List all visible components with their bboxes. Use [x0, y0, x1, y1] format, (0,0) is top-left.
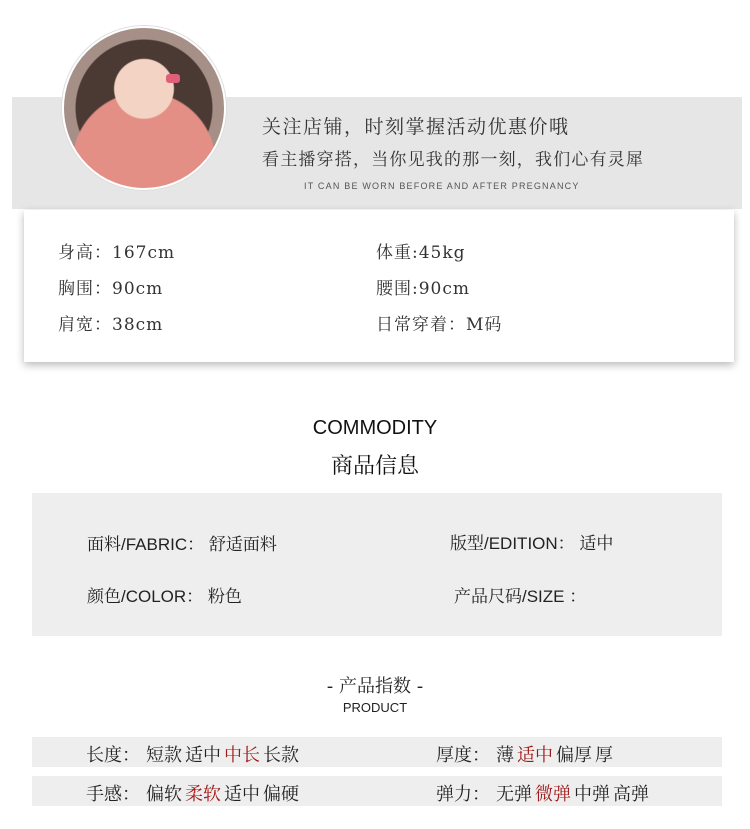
model-bust: 胸围：90cm: [58, 279, 164, 299]
hair-bow-decoration: [166, 74, 180, 83]
thickness-index: [436, 741, 616, 767]
color-info: 颜色/COLOR： 粉色: [87, 587, 242, 606]
length-label: 长度：: [86, 745, 140, 766]
model-height: 身高：167cm: [58, 243, 176, 263]
index-row-1: [32, 737, 722, 767]
feel-option: 适中: [224, 784, 260, 805]
commodity-title-cn: 商品信息: [330, 454, 419, 479]
elasticity-label: 弹力：: [436, 784, 490, 805]
size-info: 产品尺码/SIZE ：: [454, 587, 587, 606]
length-index: [86, 741, 302, 767]
fabric-info: 面料/FABRIC： 舒适面料: [87, 535, 277, 554]
length-option: 长款: [263, 745, 299, 766]
elasticity-option: 高弹: [613, 784, 649, 805]
model-avatar: [62, 26, 226, 190]
model-shoulder: 肩宽：38cm: [58, 315, 164, 335]
length-option: 中长: [224, 745, 260, 766]
thickness-option: 厚: [595, 745, 613, 766]
length-option: 适中: [185, 745, 221, 766]
elasticity-option: 微弹: [535, 784, 571, 805]
product-index-title: - 产品指数 -: [326, 676, 424, 697]
model-measurements-card: [24, 210, 734, 362]
thickness-option: 薄: [496, 745, 514, 766]
feel-option: 偏软: [146, 784, 182, 805]
thickness-option: 适中: [517, 745, 553, 766]
edition-info: 版型/EDITION： 适中: [450, 534, 614, 553]
slogan-line-1: 关注店铺，时刻掌握活动优惠价哦: [262, 116, 570, 138]
commodity-title-en: COMMODITY: [312, 417, 438, 439]
model-daily-size: 日常穿着：M码: [376, 315, 503, 335]
feel-option: 偏硬: [263, 784, 299, 805]
elasticity-index: [436, 780, 652, 806]
slogan-line-2: 看主播穿搭，当你见我的那一刻，我们心有灵犀: [262, 150, 645, 170]
elasticity-option: 无弹: [496, 784, 532, 805]
model-weight: 体重:45kg: [376, 243, 466, 263]
length-option: 短款: [146, 745, 182, 766]
index-row-2: [32, 776, 722, 806]
feel-option: 柔软: [185, 784, 221, 805]
product-index-subtitle: PRODUCT: [342, 700, 408, 715]
slogan-english: IT CAN BE WORN BEFORE AND AFTER PREGNANCY: [304, 181, 580, 191]
commodity-info-box: [32, 493, 722, 636]
thickness-option: 偏厚: [556, 745, 592, 766]
feel-label: 手感：: [86, 784, 140, 805]
model-waist: 腰围:90cm: [376, 279, 471, 299]
thickness-label: 厚度：: [436, 745, 490, 766]
feel-index: [86, 780, 302, 806]
elasticity-option: 中弹: [574, 784, 610, 805]
